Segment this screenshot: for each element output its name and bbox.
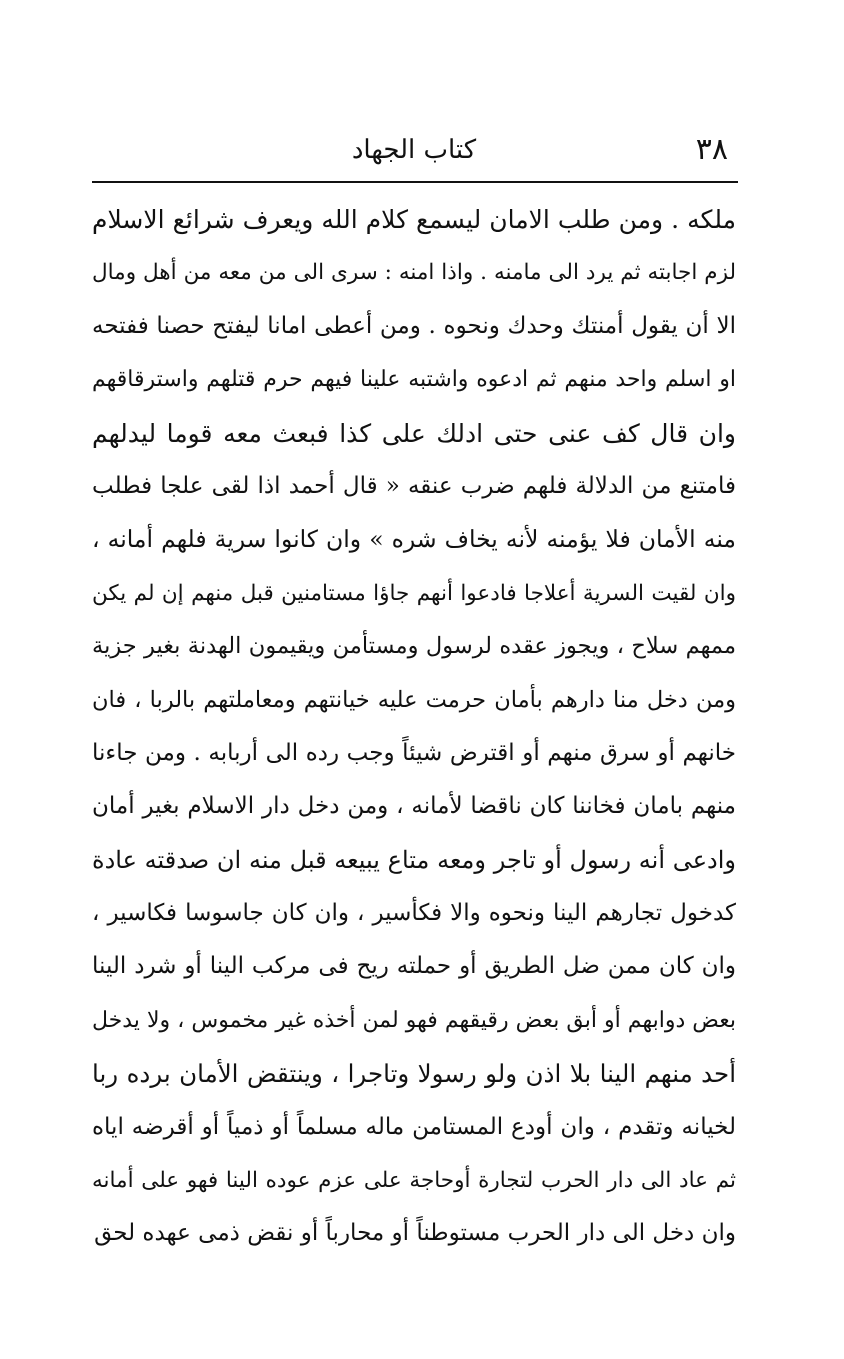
text-line: وان لقيت السرية أعلاجا فادعوا أنهم جاؤا مستامنين قبل منهم إن لم يكن — [92, 580, 736, 606]
header-rule — [92, 181, 738, 183]
running-title: كتاب الجهاد — [351, 135, 477, 165]
text-line: ملكه . ومن طلب الامان ليسمع كلام الله ويعرف شرائع الاسلام — [92, 205, 736, 234]
text-line: وادعى أنه رسول أو تاجر ومعه متاع يبيعه قبل منه ان صدقته عادة — [92, 845, 736, 874]
text-line: منهم بامان فخاننا كان ناقضا لأمانه ، ومن دخل دار الاسلام بغير أمان — [92, 793, 736, 820]
text-line: الا أن يقول أمنتك وحدك ونحوه . ومن أعطى امانا ليفتح حصنا ففتحه — [92, 312, 736, 339]
text-line: وان قال كف عنى حتى ادلك على كذا فبعث معه قوما ليدلهم — [92, 418, 736, 448]
text-line: ثم عاد الى دار الحرب لتجارة أوحاجة على عزم عوده الينا فهو على أمانه — [92, 1168, 736, 1194]
text-line: خانهم أو سرق منهم أو اقترض شيئاً وجب رده الى أربابه . ومن جاءنا — [92, 739, 736, 766]
text-line: فامتنع من الدلالة فلهم ضرب عنقه « قال أحمد اذا لقى علجا فطلب — [92, 472, 736, 499]
text-line: او اسلم واحد منهم ثم ادعوه واشتبه علينا فيهم حرم قتلهم واسترقاقهم — [92, 367, 736, 393]
text-line: منه الأمان فلا يؤمنه لأنه يخاف شره » وان كانوا سرية فلهم أمانه ، — [92, 525, 736, 554]
text-line: بعض دوابهم أو أبق بعض رقيقهم فهو لمن أخذه غير مخموس ، ولا يدخل — [92, 1007, 736, 1033]
text-line: وان دخل الى دار الحرب مستوطناً أو محارباً أو نقض ذمى عهده لحق — [94, 1220, 736, 1247]
page-header — [92, 128, 736, 178]
text-line: كدخول تجارهم الينا ونحوه والا فكأسير ، وان كان جاسوسا فكاسير ، — [92, 900, 736, 927]
page-number: ٣٨ — [695, 132, 728, 167]
body-text — [92, 193, 736, 1261]
text-line: أحد منهم الينا بلا اذن ولو رسولا وتاجرا ، وينتقض الأمان برده ربا — [92, 1059, 736, 1089]
text-line: ممهم سلاح ، ويجوز عقده لرسول ومستأمن ويقيمون الهدنة بغير جزية — [92, 633, 736, 660]
text-line: لخيانه وتقدم ، وان أودع المستامن ماله مسلماً أو ذمياً أو أقرضه اياه — [92, 1113, 736, 1140]
text-line: ومن دخل منا دارهم بأمان حرمت عليه خيانتهم ومعاملتهم بالربا ، فان — [92, 686, 736, 713]
text-line: لزم اجابته ثم يرد الى مامنه . واذا امنه : سرى الى من معه من أهل ومال — [92, 260, 736, 286]
text-line: وان كان ممن ضل الطريق أو حملته ريح فى مركب الينا أو شرد الينا — [92, 953, 736, 980]
